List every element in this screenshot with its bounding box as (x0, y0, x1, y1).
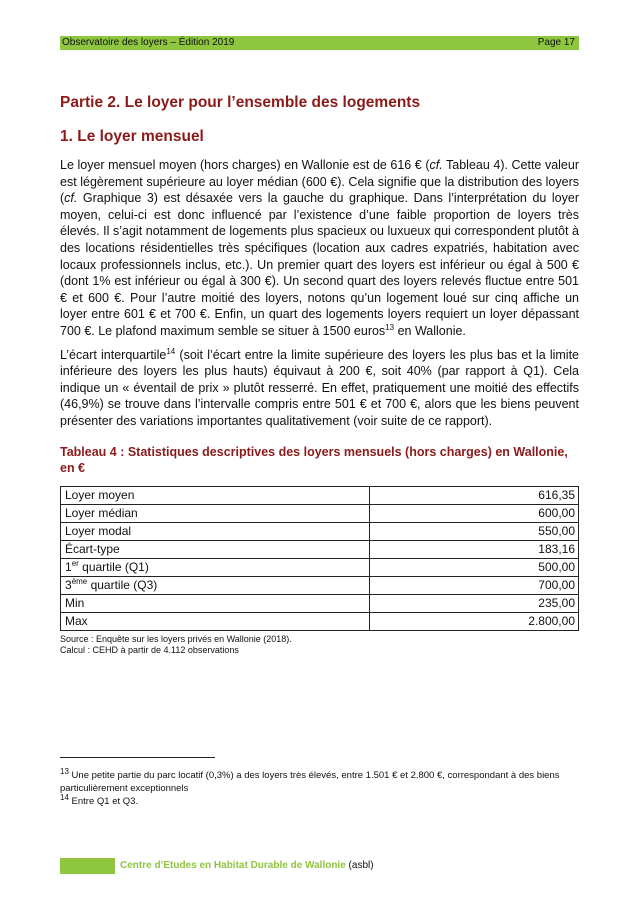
subsection-title: 1. Le loyer mensuel (60, 128, 204, 145)
source-line: Source : Enquête sur les loyers privés en Wallonie (2018). (60, 633, 292, 644)
row-label: Min (61, 594, 370, 612)
table-row (61, 612, 579, 630)
footnote-separator (60, 757, 215, 758)
table-source (60, 634, 579, 656)
footnotes (60, 766, 579, 808)
row-label: 3ème quartile (Q3) (61, 576, 370, 594)
header-title: Observatoire des loyers – Édition 2019 (62, 37, 235, 48)
footnote-ref-14[interactable]: 14 (166, 346, 176, 356)
row-value: 2.800,00 (370, 612, 579, 630)
row-value: 235,00 (370, 594, 579, 612)
row-value: 183,16 (370, 540, 579, 558)
row-value: 600,00 (370, 504, 579, 522)
row-label: Loyer moyen (61, 486, 370, 504)
footer-org: Centre d’Etudes en Habitat Durable de Wallonie (asbl) (120, 860, 374, 871)
main-content (60, 94, 579, 656)
paragraph-2: L’écart interquartile$^{14}$ (soit l’écart entre la limite supérieure des loyers les plus bas et la limite inférieure des loyers les plus hauts) équivaut à 200 €, soit 40% (par rapport à Q1). Cela indique un « éventail de prix » plutôt resserré. En effet, pratiquement une moitié des effectifs (46,9%) se trouve dans l’intervalle compris entre 501 € et 700 €, alors que les biens peuvent présenter des variations importantes qualitativement (voir suite de ce rapport). (60, 346, 579, 428)
table-row (61, 594, 579, 612)
paragraph-1: Le loyer mensuel moyen (hors charges) en Wallonie est de 616 € (cf. Tableau 4). Cette valeur est légèrement supérieure au loyer médian (600 €). Cela signifie que la distribution des loyers (cf. Graphique 3) est désaxée vers la gauche du graphique. Dans l’interprétation du loyer moyen, celui-ci est donc influencé par l’existence d’une faible proportion de loyers très élevés. Il s’agit notamment de logements plus spacieux ou luxueux qui correspondent plutôt à des locations résidentielles très spécifiques (location aux cadres expatriés, habitation avec locaux professionnels inclus, etc.). Un premier quart des loyers est inférieur ou égal à 500 € (dont 1% est inférieur ou égal à 300 €). Un second quart des loyers relevés fluctue entre 501 € et 600 €. Pour l’autre moitié des loyers, notons qu’un logement loué sur cinq affiche un loyer entre 601 € et 700 €. Enfin, un quart des logements loyers requiert un loyer dépassant 700 €. Le plafond maximum semble se situer à 1500 euros$^{13}$ en Wallonie. (60, 158, 579, 338)
table-row (61, 486, 579, 504)
table-row (61, 576, 579, 594)
row-value: 550,00 (370, 522, 579, 540)
table-row (61, 504, 579, 522)
section-title: Partie 2. Le loyer pour l’ensemble des logements (60, 94, 421, 111)
footer-logo-block (60, 858, 115, 874)
footnote-14: $^{14}$ Entre Q1 et Q3. (60, 792, 139, 807)
table-row (61, 522, 579, 540)
row-value: 616,35 (370, 486, 579, 504)
footnote-ref-13[interactable]: 13 (385, 322, 395, 332)
table-row (61, 540, 579, 558)
row-label: Écart-type (61, 540, 370, 558)
table-row (61, 558, 579, 576)
calc-line: Calcul : CEHD à partir de 4.112 observations (60, 644, 239, 655)
row-value: 700,00 (370, 576, 579, 594)
page-header (60, 36, 579, 50)
row-label: Loyer modal (61, 522, 370, 540)
stats-table (60, 486, 579, 631)
row-value: 500,00 (370, 558, 579, 576)
footnote-13: $^{13}$ Une petite partie du parc locatif (0,3%) a des loyers très élevés, entre 1.501 € et 2.800 €, correspondant à des biens particulièrement exceptionnels (60, 766, 560, 794)
row-label: Loyer médian (61, 504, 370, 522)
page-number: Page 17 (537, 37, 575, 48)
row-label: Max (61, 612, 370, 630)
row-label: 1er quartile (Q1) (61, 558, 370, 576)
table-title: Tableau 4 : Statistiques descriptives des loyers mensuels (hors charges) en Wallonie, en € (60, 444, 568, 476)
